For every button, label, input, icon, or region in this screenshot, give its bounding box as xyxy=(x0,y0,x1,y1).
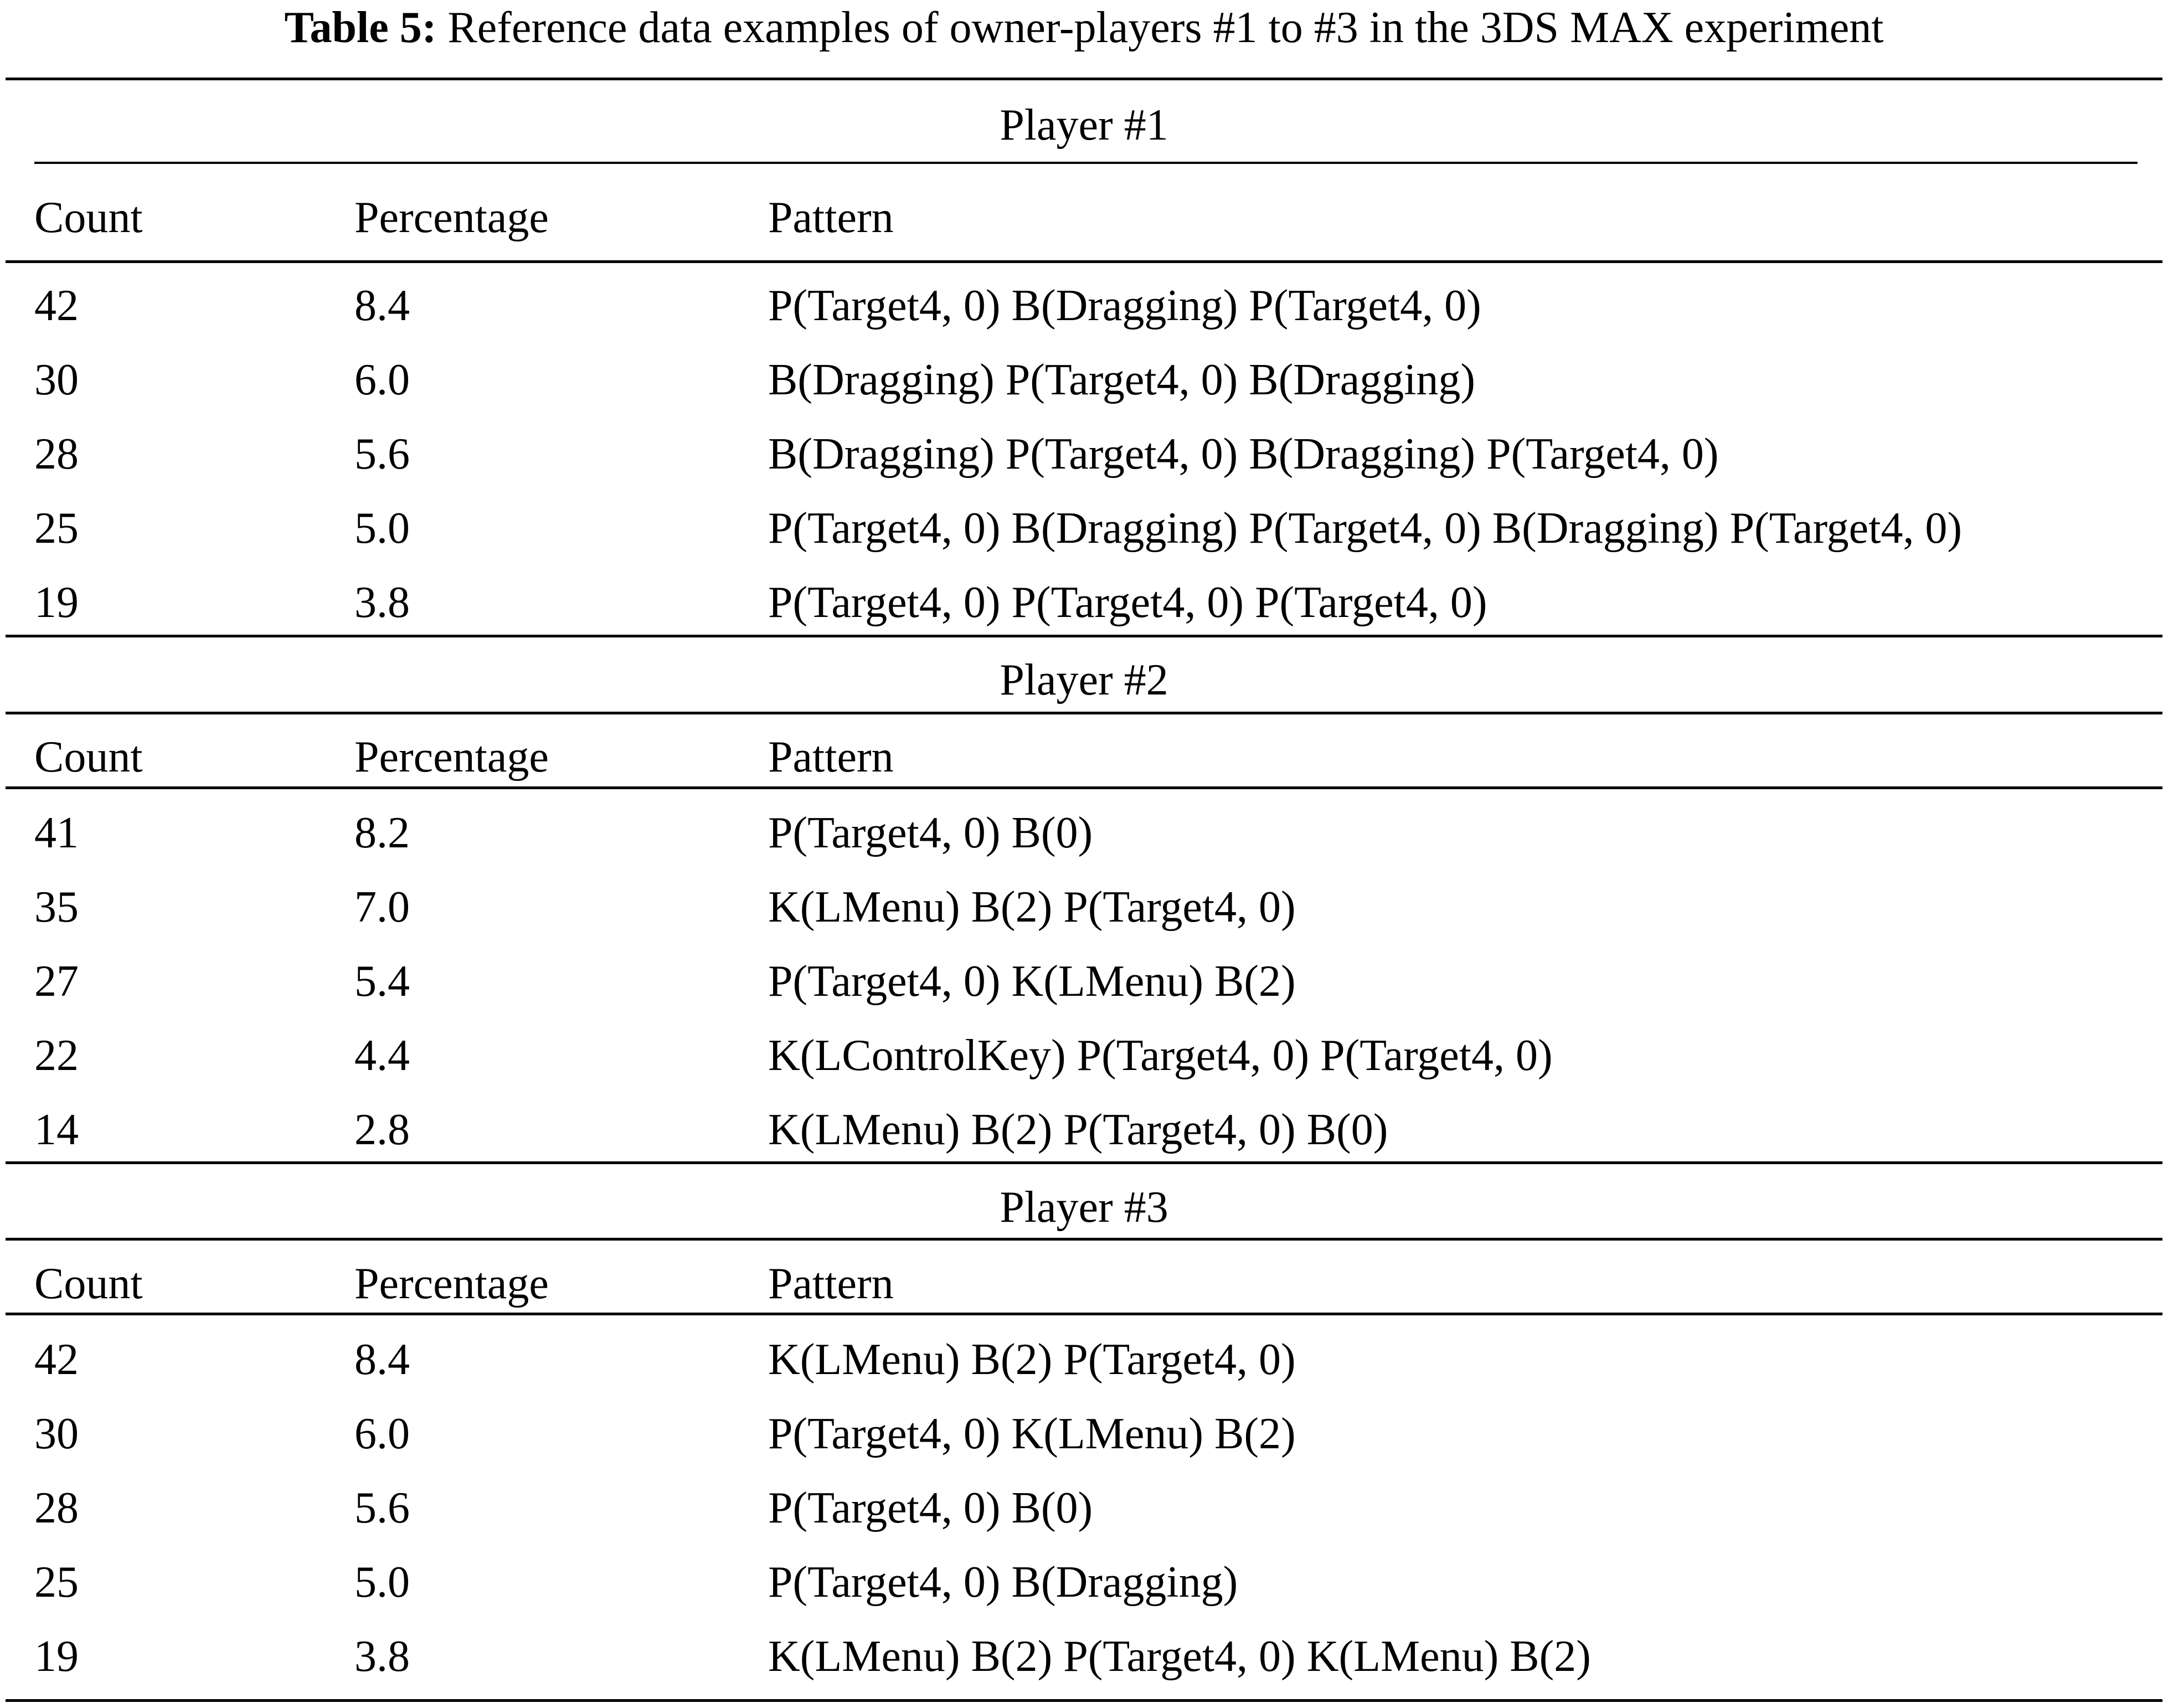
cell-percentage: 6.0 xyxy=(354,1409,410,1458)
header-percentage: Percentage xyxy=(354,193,549,242)
cell-percentage: 8.4 xyxy=(354,1335,410,1384)
cell-pattern: B(Dragging) P(Target4, 0) B(Dragging) xyxy=(768,356,1476,404)
cell-percentage: 3.8 xyxy=(354,1632,410,1681)
table-row xyxy=(0,343,2168,417)
cell-percentage: 4.4 xyxy=(354,1031,410,1080)
cell-percentage: 5.6 xyxy=(354,430,410,479)
header-count: Count xyxy=(34,193,143,242)
cell-count: 42 xyxy=(34,1335,79,1384)
cell-pattern: P(Target4, 0) P(Target4, 0) P(Target4, 0) xyxy=(768,578,1487,627)
cell-percentage: 5.0 xyxy=(354,1558,410,1607)
table-row xyxy=(0,1619,2168,1694)
header-count: Count xyxy=(34,1259,143,1308)
header-count: Count xyxy=(34,733,143,781)
table-row xyxy=(0,944,2168,1018)
cell-count: 19 xyxy=(34,578,79,627)
header-pattern: Pattern xyxy=(768,733,894,781)
group-title-rule xyxy=(6,712,2162,714)
cell-pattern: P(Target4, 0) B(Dragging) P(Target4, 0) B(Dragging) P(Target4, 0) xyxy=(768,504,1963,553)
cell-percentage: 3.8 xyxy=(354,578,410,627)
cell-count: 14 xyxy=(34,1105,79,1154)
group-title: Player #3 xyxy=(1000,1183,1168,1232)
header-pattern: Pattern xyxy=(768,193,894,242)
cell-count: 30 xyxy=(34,356,79,404)
table-caption xyxy=(0,0,2168,62)
table-row xyxy=(0,1545,2168,1619)
cell-count: 22 xyxy=(34,1031,79,1080)
table-row xyxy=(0,1471,2168,1545)
cell-pattern: K(LMenu) B(2) P(Target4, 0) xyxy=(768,1335,1296,1384)
cell-percentage: 2.8 xyxy=(354,1105,410,1154)
group-end-rule xyxy=(6,1161,2162,1164)
bottom-rule xyxy=(6,1699,2162,1702)
cell-count: 19 xyxy=(34,1632,79,1681)
cell-count: 28 xyxy=(34,430,79,479)
caption-label: Table 5: xyxy=(284,3,437,52)
group-title-rule xyxy=(34,162,2138,164)
group-end-rule xyxy=(6,635,2162,637)
group-title: Player #2 xyxy=(1000,656,1168,704)
group-title-rule xyxy=(6,1238,2162,1241)
group-title: Player #1 xyxy=(1000,101,1168,150)
table-row xyxy=(0,269,2168,343)
cell-percentage: 5.6 xyxy=(354,1484,410,1532)
header-percentage: Percentage xyxy=(354,1259,549,1308)
cell-count: 35 xyxy=(34,883,79,932)
header-pattern: Pattern xyxy=(768,1259,894,1308)
table-row xyxy=(0,565,2168,640)
table-row xyxy=(0,796,2168,870)
header-row xyxy=(0,181,2168,255)
cell-percentage: 7.0 xyxy=(354,883,410,932)
cell-pattern: P(Target4, 0) B(0) xyxy=(768,809,1093,857)
cell-count: 30 xyxy=(34,1409,79,1458)
cell-percentage: 5.4 xyxy=(354,957,410,1006)
cell-pattern: K(LControlKey) P(Target4, 0) P(Target4, 0) xyxy=(768,1031,1553,1080)
cell-count: 27 xyxy=(34,957,79,1006)
top-rule xyxy=(6,78,2162,80)
header-row xyxy=(0,720,2168,794)
cell-pattern: P(Target4, 0) K(LMenu) B(2) xyxy=(768,1409,1296,1458)
header-rule xyxy=(6,786,2162,789)
cell-pattern: P(Target4, 0) K(LMenu) B(2) xyxy=(768,957,1296,1006)
table-row xyxy=(0,417,2168,491)
header-row xyxy=(0,1247,2168,1321)
header-rule xyxy=(6,260,2162,263)
cell-count: 25 xyxy=(34,1558,79,1607)
cell-pattern: K(LMenu) B(2) P(Target4, 0) xyxy=(768,883,1296,932)
cell-count: 41 xyxy=(34,809,79,857)
header-rule xyxy=(6,1313,2162,1315)
table-row xyxy=(0,870,2168,944)
cell-count: 42 xyxy=(34,281,79,330)
table-row xyxy=(0,1018,2168,1093)
cell-pattern: P(Target4, 0) B(Dragging) P(Target4, 0) xyxy=(768,281,1481,330)
cell-pattern: K(LMenu) B(2) P(Target4, 0) B(0) xyxy=(768,1105,1388,1154)
table-row xyxy=(0,491,2168,565)
cell-pattern: P(Target4, 0) B(0) xyxy=(768,1484,1093,1532)
cell-count: 25 xyxy=(34,504,79,553)
cell-count: 28 xyxy=(34,1484,79,1532)
table-row xyxy=(0,1093,2168,1167)
cell-percentage: 6.0 xyxy=(354,356,410,404)
cell-percentage: 8.4 xyxy=(354,281,410,330)
caption-text: Reference data examples of owner-players #1 to #3 in the 3DS MAX experiment xyxy=(447,3,1884,52)
header-percentage: Percentage xyxy=(354,733,549,781)
cell-pattern: K(LMenu) B(2) P(Target4, 0) K(LMenu) B(2) xyxy=(768,1632,1591,1681)
table-row xyxy=(0,1323,2168,1397)
cell-pattern: B(Dragging) P(Target4, 0) B(Dragging) P(Target4, 0) xyxy=(768,430,1719,479)
cell-pattern: P(Target4, 0) B(Dragging) xyxy=(768,1558,1238,1607)
table-row xyxy=(0,1397,2168,1471)
cell-percentage: 8.2 xyxy=(354,809,410,857)
cell-percentage: 5.0 xyxy=(354,504,410,553)
